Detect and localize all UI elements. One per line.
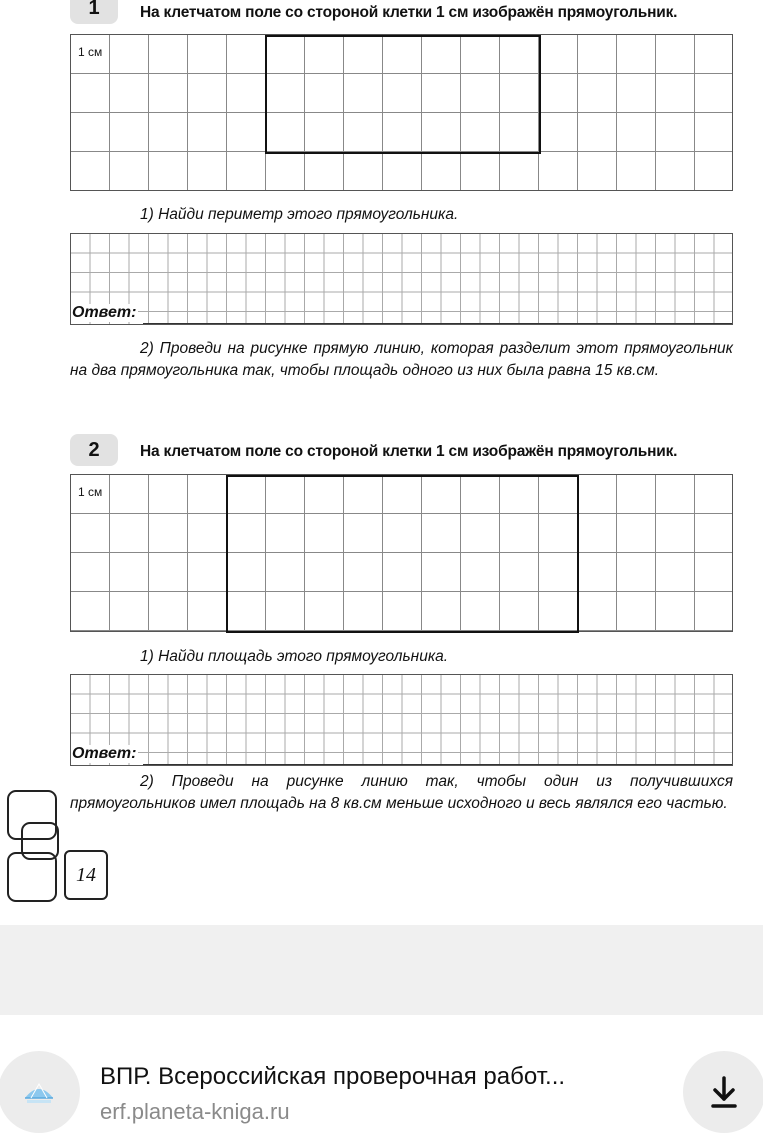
- unit-label: 1 см: [78, 45, 103, 59]
- answer-line: [143, 323, 732, 324]
- question-2: 2) Проведи на рисунке линию так, чтобы один из получившихся прямоугольников имел площадь на 8 кв.см меньше исходного и весь являлся его частью.: [70, 773, 733, 812]
- answer-grid[interactable]: [70, 674, 733, 766]
- question-1: 1) Найди периметр этого прямоугольника.: [140, 206, 459, 223]
- answer-label: Ответ:: [72, 745, 137, 762]
- task-number-badge: 1: [70, 0, 118, 24]
- download-button[interactable]: [683, 1051, 763, 1133]
- source-card[interactable]: [0, 1015, 763, 1125]
- question-1: 1) Найди площадь этого прямоугольника.: [140, 648, 449, 665]
- page-number: 14: [64, 850, 108, 900]
- download-icon: [709, 1075, 739, 1109]
- source-title[interactable]: ВПР. Всероссийская проверочная работ...: [100, 1063, 566, 1090]
- globe-icon: [0, 1051, 80, 1133]
- squared-field: [70, 34, 733, 191]
- page-gap: [0, 925, 763, 1015]
- rectangle-figure: [265, 35, 541, 154]
- answer-line: [143, 764, 732, 765]
- answer-grid[interactable]: [70, 233, 733, 325]
- answer-label: Ответ:: [72, 304, 137, 321]
- source-url[interactable]: erf.planeta-kniga.ru: [100, 1099, 290, 1124]
- question-2: 2) Проведи на рисунке прямую линию, которая разделит этот прямоугольник на два прямоугольника так, чтобы площадь одного из них была равна 15 кв.см.: [70, 340, 733, 379]
- unit-label: 1 см: [78, 485, 103, 499]
- task-title: На клетчатом поле со стороной клетки 1 см изображён прямоугольник.: [140, 4, 678, 21]
- rectangle-figure: [226, 475, 579, 633]
- task-number-badge: 2: [70, 434, 118, 466]
- squared-field: [70, 474, 733, 632]
- task-title: На клетчатом поле со стороной клетки 1 см изображён прямоугольник.: [140, 443, 678, 460]
